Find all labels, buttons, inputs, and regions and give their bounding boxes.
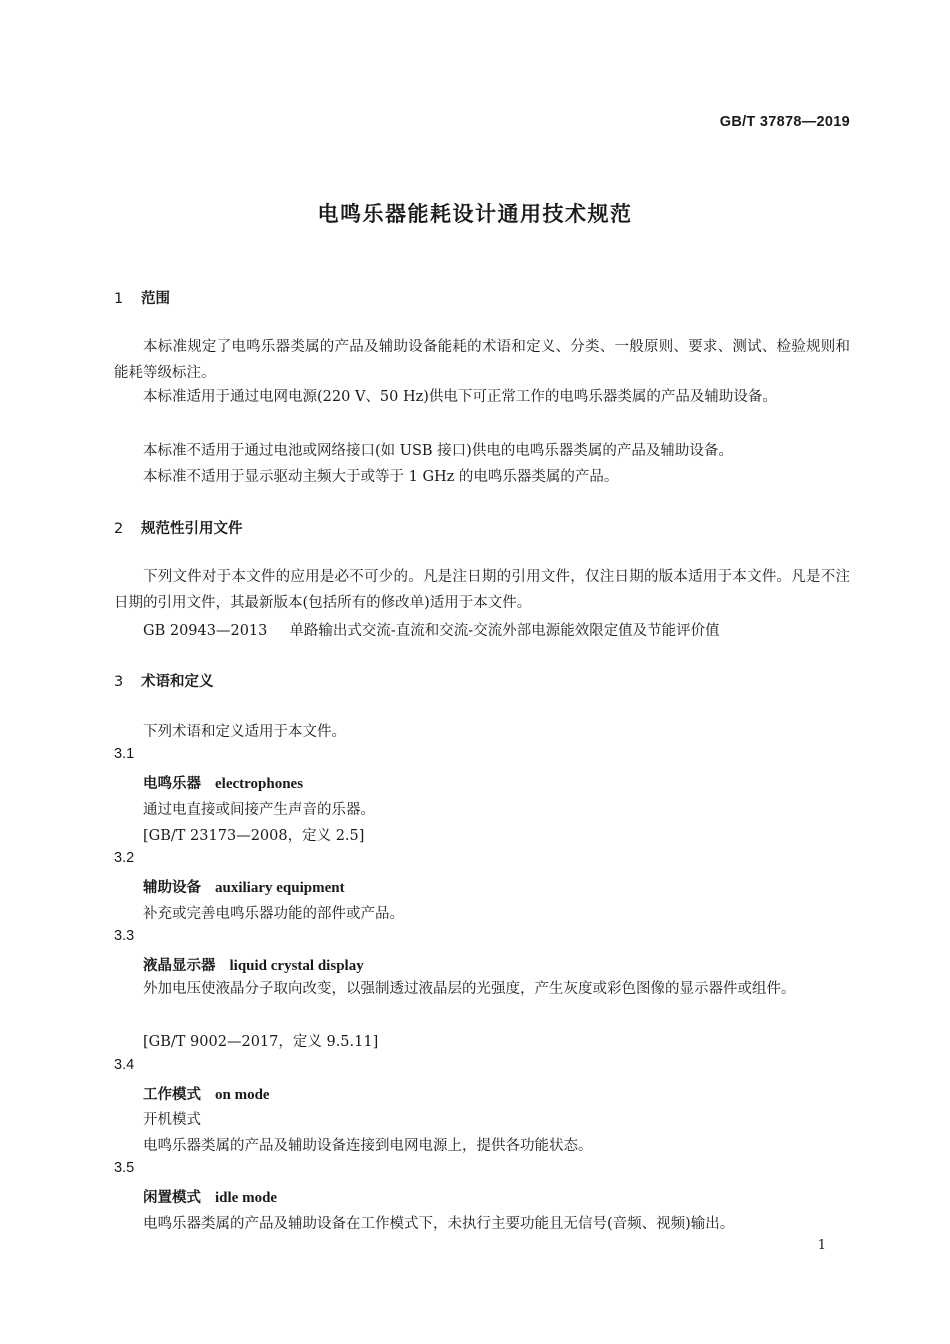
term-source: [GB/T 23173—2008，定义 2.5] (143, 828, 365, 844)
page-number: 1 (817, 1238, 826, 1253)
section-title: 术语和定义 (141, 674, 214, 690)
term-definition: 补充或完善电鸣乐器功能的部件或产品。 (143, 906, 404, 922)
terms-intro: 下列术语和定义适用于本文件。 (143, 724, 346, 740)
term-en: idle mode (215, 1190, 278, 1206)
term-heading (143, 954, 364, 975)
normative-references-paragraph: 下列文件对于本文件的应用是必不可少的。凡是注日期的引用文件，仅注日期的版本适用于本文件。凡是不注日期的引用文件，其最新版本(包括所有的修改单)适用于本文件。 (114, 569, 850, 611)
term-zh: 闲置模式 (143, 1190, 201, 1206)
section-1-heading (114, 287, 170, 308)
reference-title: 单路输出式交流-直流和交流-交流外部电源能效限定值及节能评价值 (289, 623, 720, 639)
term-zh: 电鸣乐器 (143, 776, 201, 792)
scope-paragraph-1: 本标准规定了电鸣乐器类属的产品及辅助设备能耗的术语和定义、分类、一般原则、要求、测试、检验规则和能耗等级标注。 (114, 339, 850, 381)
section-number: 3 (114, 674, 124, 690)
term-heading (143, 1083, 270, 1104)
term-definition: 通过电直接或间接产生声音的乐器。 (143, 802, 375, 818)
section-number: 2 (114, 521, 124, 537)
term-heading (143, 1186, 277, 1207)
scope-paragraph-3: 本标准不适用于通过电池或网络接口(如 USB 接口)供电的电鸣乐器类属的产品及辅助设备。 (143, 443, 733, 459)
term-en: auxiliary equipment (215, 880, 345, 896)
section-2-heading (114, 517, 243, 538)
scope-paragraph-2: 本标准适用于通过电网电源(220 V、50 Hz)供电下可正常工作的电鸣乐器类属的产品及辅助设备。 (143, 389, 777, 405)
term-definition: 电鸣乐器类属的产品及辅助设备在工作模式下，未执行主要功能且无信号(音频、视频)输出。 (143, 1216, 735, 1232)
term-number: 3.2 (114, 850, 135, 866)
standard-number: GB/T 37878—2019 (719, 114, 850, 130)
term-zh: 液晶显示器 (143, 958, 216, 974)
term-number: 3.3 (114, 928, 135, 944)
section-3-heading (114, 670, 214, 691)
term-en: electrophones (215, 776, 304, 792)
term-en: on mode (215, 1087, 270, 1103)
term-number: 3.5 (114, 1160, 135, 1176)
term-en: liquid crystal display (229, 958, 364, 974)
reference-code: GB 20943—2013 (143, 623, 268, 639)
section-title: 范围 (141, 291, 170, 307)
term-number: 3.4 (114, 1057, 135, 1073)
scope-paragraph-4: 本标准不适用于显示驱动主频大于或等于 1 GHz 的电鸣乐器类属的产品。 (143, 469, 619, 485)
term-heading (143, 876, 345, 897)
term-zh: 辅助设备 (143, 880, 201, 896)
term-definition: 电鸣乐器类属的产品及辅助设备连接到电网电源上，提供各功能状态。 (143, 1138, 593, 1154)
term-definition: 外加电压使液晶分子取向改变，以强制透过液晶层的光强度，产生灰度或彩色图像的显示器件或组件。 (143, 981, 796, 997)
reference-entry (143, 619, 720, 640)
term-zh: 工作模式 (143, 1087, 201, 1103)
term-synonym: 开机模式 (143, 1112, 201, 1128)
term-source: [GB/T 9002—2017，定义 9.5.11] (143, 1034, 379, 1050)
section-title: 规范性引用文件 (141, 521, 243, 537)
document-title: 电鸣乐器能耗设计通用技术规范 (317, 202, 633, 226)
term-heading (143, 772, 303, 793)
section-number: 1 (114, 291, 124, 307)
term-number: 3.1 (114, 746, 135, 762)
